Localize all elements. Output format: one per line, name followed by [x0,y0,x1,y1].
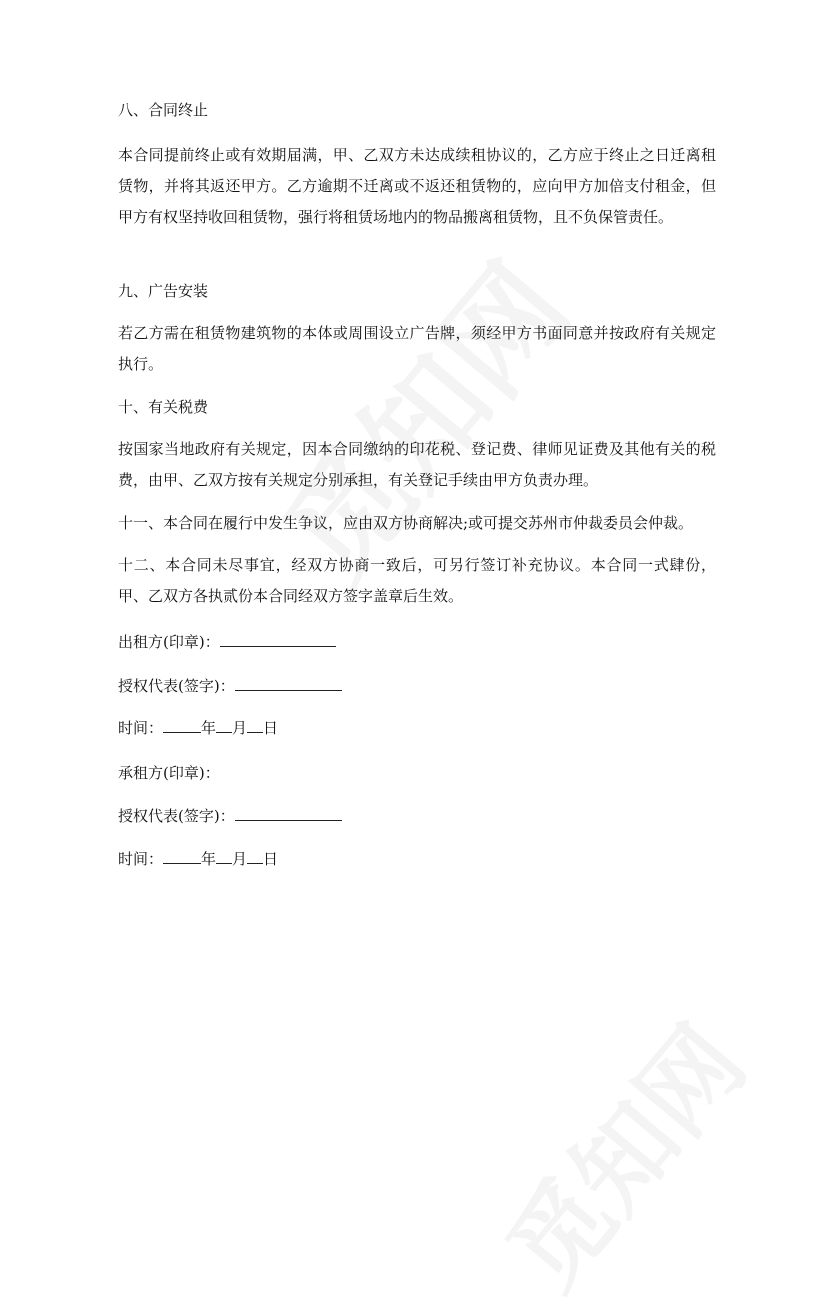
watermark [468,991,771,1313]
lessor-rep-line [118,676,342,696]
section-8-body: 本合同提前终止或有效期届满，甲、乙双方未达成续租协议的，乙方应于终止之日迁离租赁物，并将其返还甲方。乙方逾期不迁离或不返还租赁物的，应向甲方加倍支付租金，但甲方有权坚持收回租赁物，强行将租赁场地内的物品搬离租赁物，且不负保管责任。 [118,146,716,226]
lessor-seal-blank[interactable] [220,632,336,647]
section-11-body: 十一、本合同在履行中发生争议，应由双方协商解决;或可提交苏州市仲裁委员会仲裁。 [118,514,694,532]
lessee-rep-line [118,806,342,826]
lessor-rep-label: 授权代表(签字)： [118,677,235,695]
year-blank[interactable] [163,849,201,864]
month-label: 月 [232,719,248,737]
lessee-seal-label: 承租方(印章)： [118,764,220,782]
section-9-title: 九、广告安装 [118,282,209,300]
lessee-seal-line [118,763,220,783]
lessor-seal-label: 出租方(印章)： [118,633,220,651]
lessee-rep-label: 授权代表(签字)： [118,807,235,825]
year-blank[interactable] [163,718,201,733]
section-9-body: 若乙方需在租赁物建筑物的本体或周围设立广告牌，须经甲方书面同意并按政府有关规定执行。 [118,324,716,373]
lessor-time-line [118,718,278,738]
lessee-time-label: 时间： [118,850,164,868]
section-12-body: 十二、本合同未尽事宜，经双方协商一致后，可另行签订补充协议。本合同一式肆份，甲、乙双方各执贰份本合同经双方签字盖章后生效。 [118,556,716,605]
month-blank[interactable] [216,849,232,864]
lessor-time-label: 时间： [118,719,164,737]
day-blank[interactable] [247,718,263,733]
year-label: 年 [201,719,217,737]
lessor-seal-line [118,632,336,652]
section-10-title: 十、有关税费 [118,398,209,416]
day-label: 日 [263,719,279,737]
day-label: 日 [263,850,279,868]
section-8-title: 八、合同终止 [118,101,209,119]
day-blank[interactable] [247,849,263,864]
year-label: 年 [201,850,217,868]
month-label: 月 [232,850,248,868]
lessee-time-line [118,849,278,869]
month-blank[interactable] [216,718,232,733]
lessor-rep-blank[interactable] [235,676,342,691]
lessee-rep-blank[interactable] [235,806,342,821]
section-10-body: 按国家当地政府有关规定，因本合同缴纳的印花税、登记费、律师见证费及其他有关的税费，由甲、乙双方按有关规定分别承担，有关登记手续由甲方负责办理。 [118,440,716,489]
